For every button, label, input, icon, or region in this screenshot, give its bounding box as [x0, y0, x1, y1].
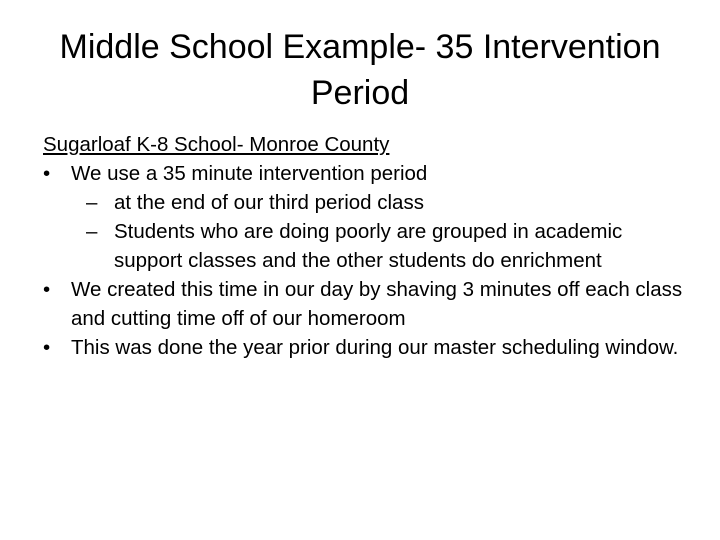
bullet-text: We use a 35 minute intervention period	[71, 162, 428, 185]
school-subheading: Sugarloaf K-8 School- Monroe County	[43, 133, 390, 156]
slide-title: Middle School Example- 35 Intervention Period	[59, 28, 661, 112]
sub-bullet-marker: –	[86, 220, 98, 243]
bullet-marker: •	[43, 278, 51, 301]
bullet-text: This was done the year prior during our master scheduling window.	[71, 336, 679, 359]
sub-bullet-item	[43, 188, 693, 217]
bullet-marker: •	[43, 336, 51, 359]
sub-bullet-text: at the end of our third period class	[114, 191, 424, 214]
bullet-item	[43, 333, 693, 362]
sub-bullet-text: Students who are doing poorly are grouped in academic support classes and the other students do enrichment	[114, 220, 623, 272]
bullet-text: We created this time in our day by shaving 3 minutes off each class and cutting time off of our homeroom	[71, 278, 683, 330]
bullet-marker: •	[43, 162, 51, 185]
bullet-item	[43, 275, 693, 333]
bullet-item	[43, 159, 693, 188]
sub-bullet-item	[43, 217, 693, 275]
sub-bullet-marker: –	[86, 191, 98, 214]
slide-body	[43, 130, 693, 362]
